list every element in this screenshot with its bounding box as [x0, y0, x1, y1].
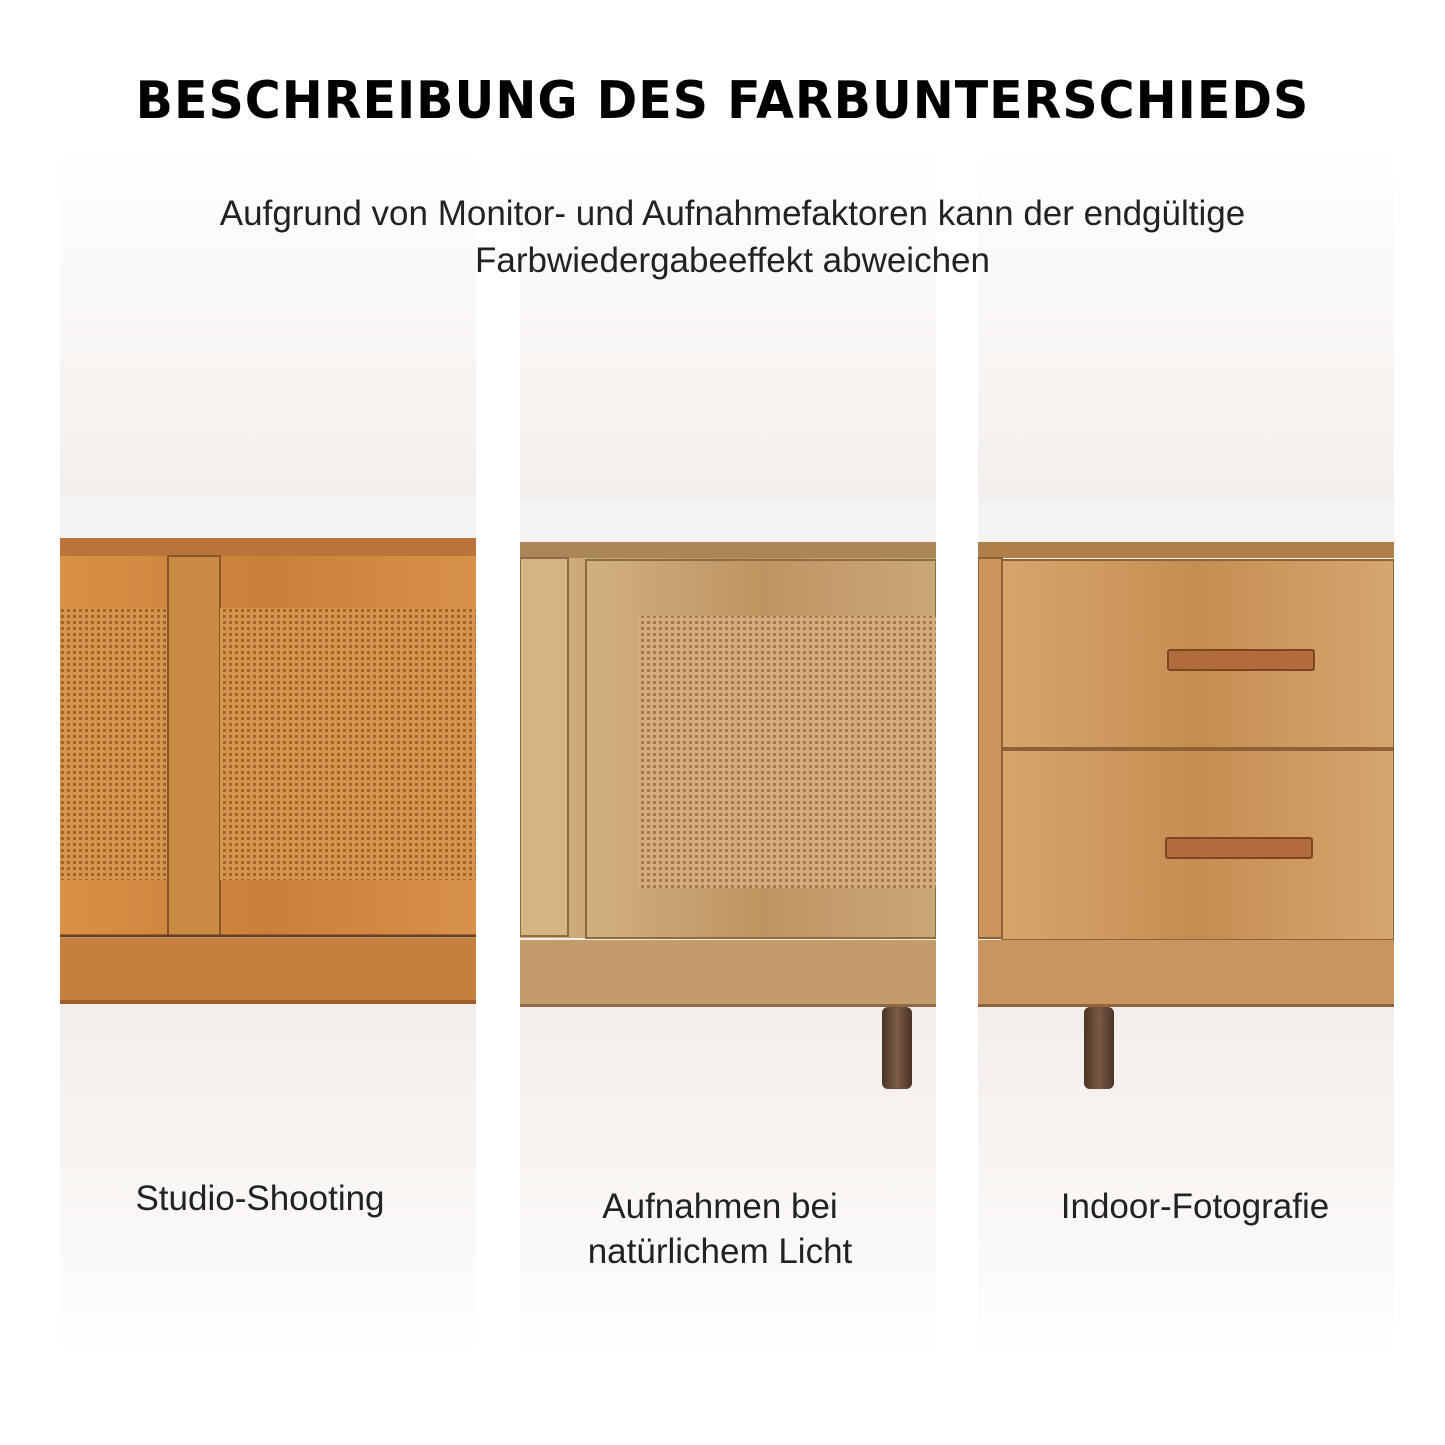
subtitle-line-2: Farbwiedergabeeffekt abweichen [475, 241, 990, 280]
natural-light-panel [520, 148, 936, 1358]
caption-indoor: Indoor-Fotografie [1060, 1187, 1330, 1226]
page-title: BESCHREIBUNG DES FARBUNTERSCHIEDS [135, 70, 1310, 131]
sideboard-natural-light-image [520, 488, 936, 1108]
subtitle [130, 190, 1335, 284]
sideboard-indoor-image [978, 488, 1394, 1108]
caption-natural-light-line-2: natürlichem Licht [587, 1232, 853, 1271]
subtitle-line-1: Aufgrund von Monitor- und Aufnahmefaktoren kann der endgültige [219, 194, 1246, 233]
sideboard-studio-image [60, 488, 476, 1008]
caption-natural-light [520, 1184, 920, 1274]
caption-studio: Studio-Shooting [135, 1179, 385, 1218]
caption-natural-light-line-1: Aufnahmen bei [602, 1187, 838, 1226]
indoor-photography-panel [978, 148, 1394, 1358]
